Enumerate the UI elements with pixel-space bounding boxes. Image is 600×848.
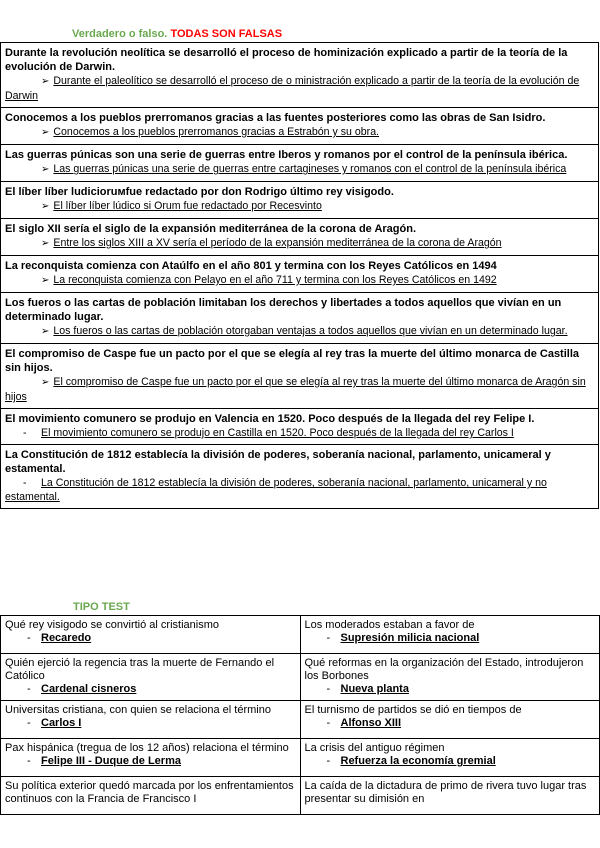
dash-marker: - <box>326 683 331 695</box>
test-cell-left <box>1 701 301 739</box>
correction-label: El líber líber lúdico si Orum fue redactado por Recesvinto <box>53 200 322 212</box>
answer-text: Nueva planta <box>340 683 409 695</box>
answer-text: Cardenal cisneros <box>41 683 137 695</box>
test-cell-left <box>1 616 301 654</box>
answer-line <box>5 632 296 645</box>
answer-text: Supresión milicia nacional <box>340 632 480 644</box>
dash-marker: - <box>27 632 31 644</box>
dash-marker: - <box>27 717 31 729</box>
correction-text <box>5 273 594 288</box>
answer-line <box>305 717 596 730</box>
test-row <box>1 701 600 739</box>
answer-line <box>5 717 296 730</box>
tf-cell <box>1 256 599 293</box>
question-text: Quién ejerció la regencia tras la muerte de Fernando el Católico <box>5 657 275 682</box>
correction-text <box>5 74 594 103</box>
test-cell-right <box>300 654 600 701</box>
answer-line <box>305 755 596 768</box>
correction-text <box>5 125 594 140</box>
arrow-bullet-icon: ➢ <box>41 275 50 286</box>
tf-row <box>1 256 599 293</box>
title-true-false-label: Verdadero o falso. <box>72 28 168 40</box>
statement-text: El compromiso de Caspe fue un pacto por el que se elegía al rey tras la muerte del último monarca de Castilla sin hijos. <box>5 348 580 374</box>
answer-text: Alfonso XIII <box>340 717 401 729</box>
correction-text <box>5 324 594 339</box>
dash-marker: - <box>27 755 31 767</box>
question-text: Qué rey visigodo se convirtió al cristianismo <box>5 619 219 631</box>
tf-cell <box>1 409 599 445</box>
tf-row <box>1 108 599 145</box>
statement-text: El siglo XII sería el siglo de la expansión mediterránea de la corona de Aragón. <box>5 223 417 235</box>
tf-row <box>1 43 599 108</box>
statement-text: El movimiento comunero se produjo en Valencia en 1520. Poco después de la llegada del rey Felipe I. <box>5 413 535 425</box>
tf-cell <box>1 43 599 108</box>
question-text: Pax hispánica (tregua de los 12 años) relaciona el término <box>5 742 289 754</box>
tf-cell <box>1 293 599 344</box>
dash-marker: - <box>326 632 331 644</box>
statement-text: La Constitución de 1812 establecía la división de poderes, soberanía nacional, parlamento, unicameral y estamental. <box>5 449 551 475</box>
correction-label: Entre los siglos XIII a XV sería el período de la expansión mediterránea de la corona de Aragón <box>53 237 502 249</box>
tf-row <box>1 293 599 344</box>
question-text: Los moderados estaban a favor de <box>304 619 475 631</box>
arrow-bullet-icon: ➢ <box>41 238 50 249</box>
arrow-bullet-icon: ➢ <box>41 127 50 138</box>
correction-text <box>5 476 594 504</box>
statement-text: El líber líber ludicioruмfue redactado por don Rodrigo último rey visigodo. <box>5 186 394 198</box>
test-cell-right <box>300 777 600 815</box>
tf-cell <box>1 145 599 182</box>
correction-label: La Constitución de 1812 establecía la división de poderes, soberanía nacional, parlamento, unicameral y no estamental. <box>5 477 547 503</box>
dash-marker: - <box>27 683 31 695</box>
correction-text <box>5 375 594 404</box>
tf-row <box>1 219 599 256</box>
arrow-bullet-icon: ➢ <box>41 377 50 388</box>
correction-label: Los fueros o las cartas de población otorgaban ventajas a todos aquellos que vivían en un determinado lugar. <box>53 325 568 337</box>
test-row <box>1 654 600 701</box>
answer-line <box>5 755 296 768</box>
answer-text: Felipe III - Duque de Lerma <box>41 755 181 767</box>
title-all-false-label: TODAS SON FALSAS <box>170 28 283 40</box>
tf-row <box>1 344 599 409</box>
tf-row <box>1 182 599 219</box>
correction-label: El movimiento comunero se produjo en Castilla en 1520. Poco después de la llegada del rey Carlos I <box>41 427 514 439</box>
arrow-bullet-icon: ➢ <box>41 76 50 87</box>
tf-cell <box>1 344 599 409</box>
dash-marker: - <box>326 717 331 729</box>
section-title-true-false <box>72 28 282 40</box>
dash-marker: - <box>23 477 27 489</box>
question-text: La crisis del antiguo régimen <box>304 742 445 754</box>
test-table <box>0 615 600 815</box>
question-text: El turnismo de partidos se dió en tiempos de <box>304 704 522 716</box>
test-row <box>1 777 600 815</box>
statement-text: Conocemos a los pueblos prerromanos gracias a las fuentes posteriores como las obras de San Isidro. <box>5 112 546 124</box>
dash-marker: - <box>23 427 27 439</box>
correction-text <box>5 426 594 440</box>
correction-label: La reconquista comienza con Pelayo en el año 711 y termina con los Reyes Católicos en 1492 <box>53 274 497 286</box>
tf-cell <box>1 182 599 219</box>
answer-line <box>5 683 296 696</box>
question-text: La caída de la dictadura de primo de rivera tuvo lugar tras presentar su dimisión en <box>304 780 587 805</box>
test-cell-right <box>300 701 600 739</box>
section-title-test: TIPO TEST <box>73 601 130 613</box>
dash-marker: - <box>326 755 331 767</box>
tf-row <box>1 445 599 509</box>
answer-line <box>305 632 596 645</box>
tf-cell <box>1 108 599 145</box>
test-cell-left <box>1 777 301 815</box>
tf-cell <box>1 219 599 256</box>
correction-label: Durante el paleolítico se desarrolló el proceso de o ministración explicado a partir de la teoría de la evolución de Darwin <box>5 75 580 102</box>
statement-text: Los fueros o las cartas de población limitaban los derechos y libertades a todos aquellos que vivían en un determinado lugar. <box>5 297 562 323</box>
arrow-bullet-icon: ➢ <box>41 164 50 175</box>
statement-text: Las guerras púnicas son una serie de guerras entre Iberos y romanos por el control de la península ibérica. <box>5 149 568 161</box>
answer-text: Recaredo <box>41 632 92 644</box>
question-text: Qué reformas en la organización del Estado, introdujeron los Borbones <box>304 657 584 682</box>
answer-line <box>305 683 596 696</box>
true-false-table <box>0 42 599 509</box>
test-cell-left <box>1 654 301 701</box>
correction-label: Conocemos a los pueblos prerromanos gracias a Estrabón y su obra. <box>53 126 380 138</box>
test-row <box>1 616 600 654</box>
tf-cell <box>1 445 599 509</box>
correction-text <box>5 199 594 214</box>
answer-text: Carlos I <box>41 717 82 729</box>
answer-text: Refuerza la economía gremial <box>340 755 496 767</box>
question-text: Universitas cristiana, con quien se relaciona el término <box>5 704 271 716</box>
tf-row <box>1 409 599 445</box>
statement-text: La reconquista comienza con Ataúlfo en el año 801 y termina con los Reyes Católicos en 1494 <box>5 260 497 272</box>
test-cell-right <box>300 616 600 654</box>
correction-label: El compromiso de Caspe fue un pacto por el que se elegía al rey tras la muerte del último monarca de Aragón sin hijos <box>5 376 586 403</box>
statement-text: Durante la revolución neolítica se desarrolló el proceso de hominización explicado a partir de la teoría de la evolución de Darwin. <box>5 47 568 73</box>
test-cell-right <box>300 739 600 777</box>
correction-text <box>5 162 594 177</box>
arrow-bullet-icon: ➢ <box>41 326 50 337</box>
correction-text <box>5 236 594 251</box>
correction-label: Las guerras púnicas una serie de guerras entre cartagineses y romanos con el control de la península ibérica <box>53 163 567 175</box>
tf-row <box>1 145 599 182</box>
arrow-bullet-icon: ➢ <box>41 201 50 212</box>
question-text: Su política exterior quedó marcada por los enfrentamientos continuos con la Francia de Francisco I <box>5 780 294 805</box>
test-cell-left <box>1 739 301 777</box>
test-row <box>1 739 600 777</box>
